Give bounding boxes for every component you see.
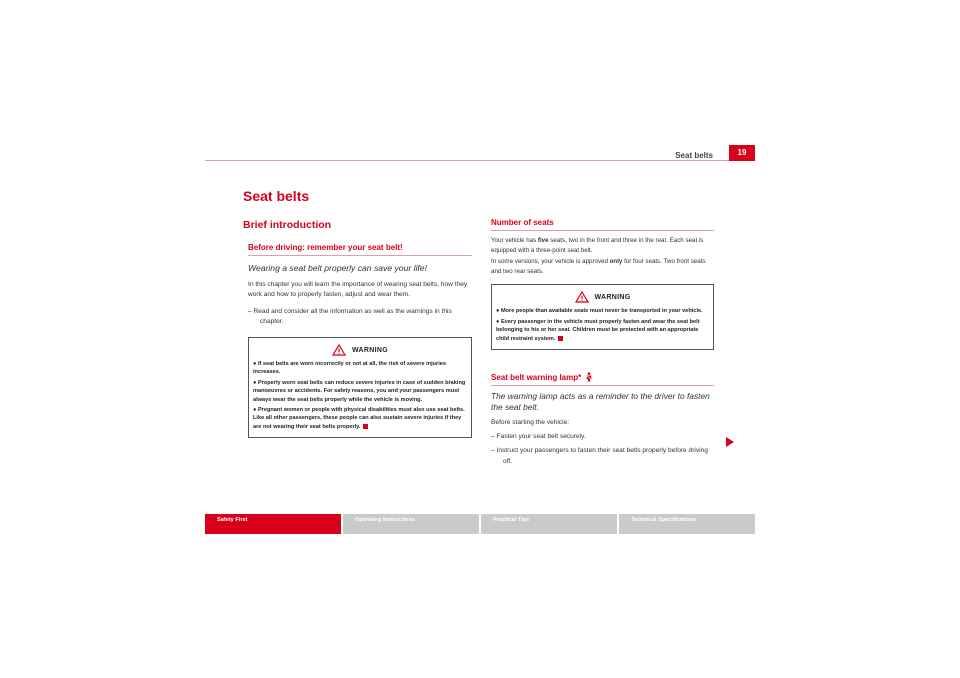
warning-heading: WARNING	[352, 346, 388, 354]
warning-box	[491, 284, 714, 350]
warning-triangle-icon	[332, 344, 346, 356]
section-title: Brief introduction	[243, 219, 332, 231]
warning-triangle-icon	[575, 291, 589, 303]
right-column	[491, 218, 714, 467]
footer-tabs	[205, 514, 755, 534]
number-of-seats-title: Number of seats	[491, 218, 714, 231]
subsection-title: Before driving: remember your seat belt!	[248, 243, 472, 256]
page-number: 19	[729, 145, 755, 161]
tab-practical-tips[interactable]: Practical Tips	[481, 514, 617, 534]
seats-paragraph-1: Your vehicle has five seats, two in the front and three in the rear. Each seat is equipped with a three-point seat belt.	[491, 237, 704, 254]
warning-item: ● Every passenger in the vehicle must properly fasten and wear the seat belt belonging to his or her seat. Children must be protected with an appropriate child restraint system.	[496, 318, 700, 342]
warning-lamp-title: Seat belt warning lamp*	[491, 372, 714, 386]
warning-item: ● If seat belts are worn incorrectly or not at all, the risk of severe injuries increases.	[253, 361, 447, 376]
instruction-item: – Fasten your seat belt securely.	[491, 433, 586, 441]
seat-belt-lamp-icon	[585, 372, 593, 382]
running-header-title: Seat belts	[675, 151, 713, 160]
warning-header	[496, 291, 709, 303]
seats-paragraph-2: In some versions, your vehicle is approved only for four seats. Two front seats and two rear seats.	[491, 258, 706, 275]
tab-technical-specifications[interactable]: Technical Specifications	[619, 514, 755, 534]
tab-safety-first[interactable]: Safety First	[205, 514, 341, 534]
warning-item: ● More people than available seats must never be transported in your vehicle.	[496, 308, 703, 315]
warning-lamp-lead: The warning lamp acts as a reminder to the driver to fasten the seat belt.	[491, 391, 710, 412]
warning-header	[253, 344, 467, 356]
end-marker-icon	[363, 424, 368, 429]
instruction-item: – Read and consider all the information as well as the warnings in this chapter.	[248, 307, 452, 325]
end-marker-icon	[558, 336, 563, 341]
warning-box	[248, 337, 472, 438]
warning-heading: WARNING	[594, 293, 631, 301]
lead-text: Wearing a seat belt properly can save your life!	[248, 263, 427, 273]
continue-arrow-icon	[726, 437, 734, 447]
intro-paragraph: In this chapter you will learn the importance of wearing seat belts, how they work and how to properly fasten, adjust and wear them.	[248, 281, 468, 299]
warning-item: ● Properly worn seat belts can reduce severe injuries in case of sudden braking manoeuvres or accidents. For safety reasons, you and your passengers must always wear the seat belts properly while the vehicle is moving.	[253, 379, 466, 403]
instruction-item: – Instruct your passengers to fasten their seat belts properly before driving off.	[491, 447, 708, 465]
warning-item: ● Pregnant women or people with physical disabilities must also use seat belts. Like all other passengers, these people can also sustain severe injuries if they are not wearing their seat belts properly.	[253, 407, 465, 430]
header-rule	[205, 160, 755, 161]
chapter-title: Seat belts	[243, 188, 310, 204]
warning-lamp-intro: Before starting the vehicle:	[491, 418, 570, 426]
left-column	[248, 243, 472, 438]
tab-operating-instructions[interactable]: Operating Instructions	[343, 514, 479, 534]
